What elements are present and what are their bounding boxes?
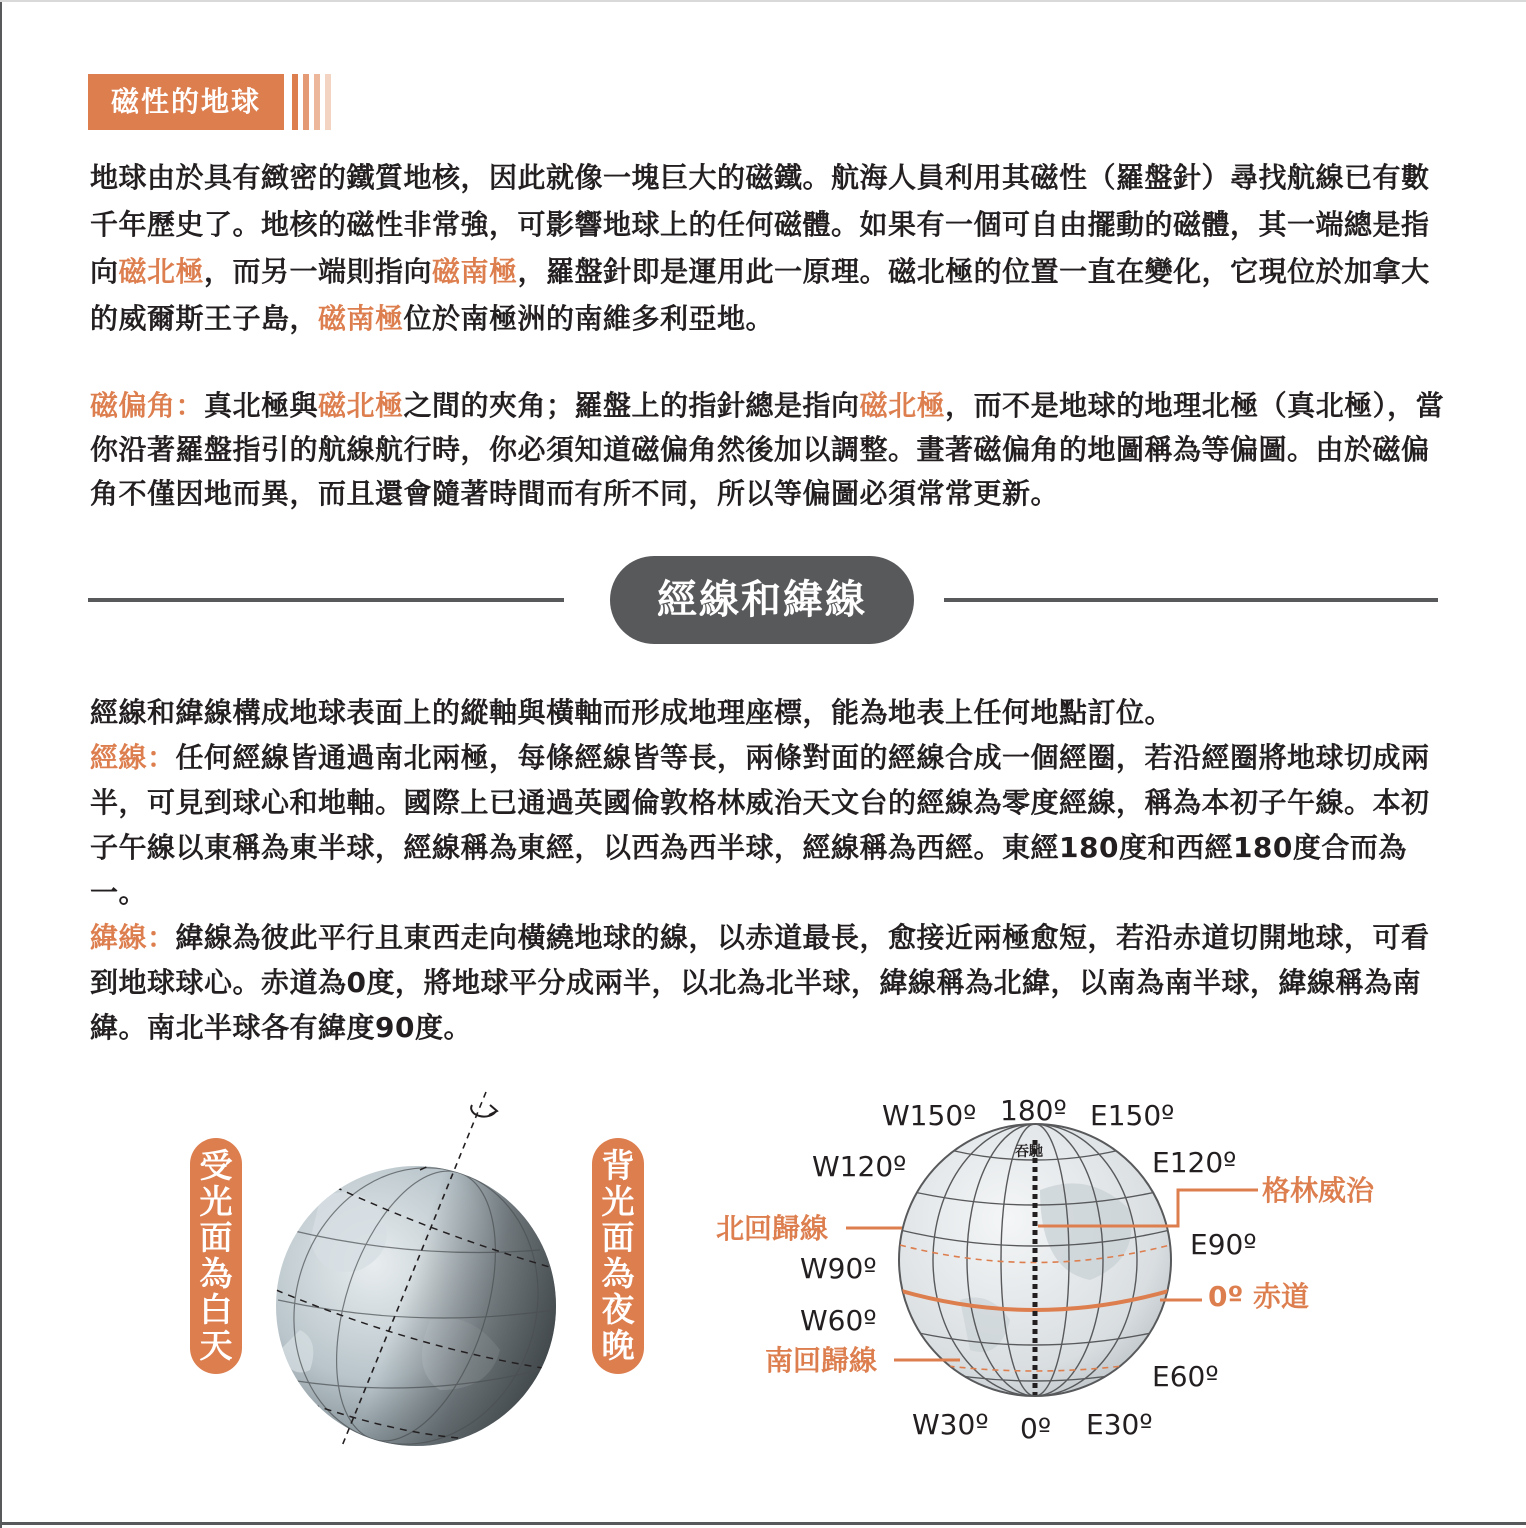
tropic-cancer-label: 北回歸線	[716, 1212, 829, 1245]
rotation-arrow-icon	[471, 1105, 497, 1117]
declination-term: 磁偏角：	[90, 389, 205, 422]
label-w150: W150º	[882, 1099, 977, 1132]
magnetic-south-term: 磁南極	[432, 255, 518, 288]
lat-long-globe	[898, 1124, 1172, 1396]
day-night-globe	[259, 1092, 621, 1513]
pole-tag: 吞馳	[1015, 1144, 1043, 1160]
label-w60: W60º	[800, 1304, 877, 1337]
section-heading: 經線和緯線	[610, 556, 914, 644]
equator-label: 0º 赤道	[1208, 1280, 1310, 1313]
label-e30: E30º	[1086, 1408, 1153, 1441]
label-w30: W30º	[912, 1408, 989, 1441]
label-e150: E150º	[1090, 1099, 1175, 1132]
day-side-label: 受 光 面 為 白 天	[190, 1138, 242, 1374]
longitude-term: 經線：	[90, 741, 176, 774]
label-w90: W90º	[800, 1252, 877, 1285]
label-e60: E60º	[1152, 1360, 1219, 1393]
section-tag: 磁性的地球	[88, 74, 284, 130]
tropic-capricorn-label: 南回歸線	[765, 1344, 878, 1377]
coordinates-paragraph: 經線和緯線構成地球表面上的縱軸與橫軸而形成地理座標，能為地表上任何地點訂位。 經線：任何經線皆通過南北兩極，每條經線皆等長，兩條對面的經線合成一個經圈，若沿經圈將地球切成兩半，可見到球心和地軸。國際上已通過英國倫敦格林威治天文台的經線為零度經線，稱為本初子午線。本初子午線以東稱為東半球，經線稱為東經，以西為西半球，經線稱為西經。東經180度和西經180度合而為一。 緯線：緯線為彼此平行且東西走向橫繞地球的線，以赤道最長，愈接近兩極愈短，若沿赤道切開地球，可看到地球球心。赤道為0度，將地球平分成兩半，以北為北半球，緯線稱為北緯，以南為南半球，緯線稱為南緯。南北半球各有緯度90度。	[90, 696, 1430, 1044]
magnetic-south-term: 磁南極	[318, 302, 404, 335]
label-w120: W120º	[812, 1150, 907, 1183]
label-e120: E120º	[1152, 1146, 1237, 1179]
latitude-term: 緯線：	[90, 921, 176, 954]
magnetism-paragraph: 地球由於具有緻密的鐵質地核，因此就像一塊巨大的磁鐵。航海人員利用其磁性（羅盤針）尋找航線已有數千年歷史了。地核的磁性非常強，可影響地球上的任何磁體。如果有一個可自由擺動的磁體，其一端總是指向磁北極，而另一端則指向磁南極，羅盤針即是運用此一原理。磁北極的位置一直在變化，它現位於加拿大的威爾斯王子島，磁南極位於南極洲的南維多利亞地。	[90, 161, 1430, 335]
label-180: 180º	[1000, 1094, 1067, 1127]
magnetic-north-term: 磁北極	[118, 255, 205, 288]
label-0: 0º	[1020, 1412, 1052, 1445]
night-side-label: 背 光 面 為 夜 晚	[592, 1138, 644, 1374]
greenwich-label: 格林威治	[1262, 1174, 1375, 1207]
label-e90: E90º	[1190, 1228, 1257, 1261]
declination-paragraph: 磁偏角：真北極與磁北極之間的夾角；羅盤上的指針總是指向磁北極，而不是地球的地理北極（真北極），當你沿著羅盤指引的航線航行時，你必須知道磁偏角然後加以調整。畫著磁偏角的地圖稱為等偏圖。由於磁偏角不僅因地而異，而且還會隨著時間而有所不同，所以等偏圖必須常常更新。	[90, 389, 1445, 510]
